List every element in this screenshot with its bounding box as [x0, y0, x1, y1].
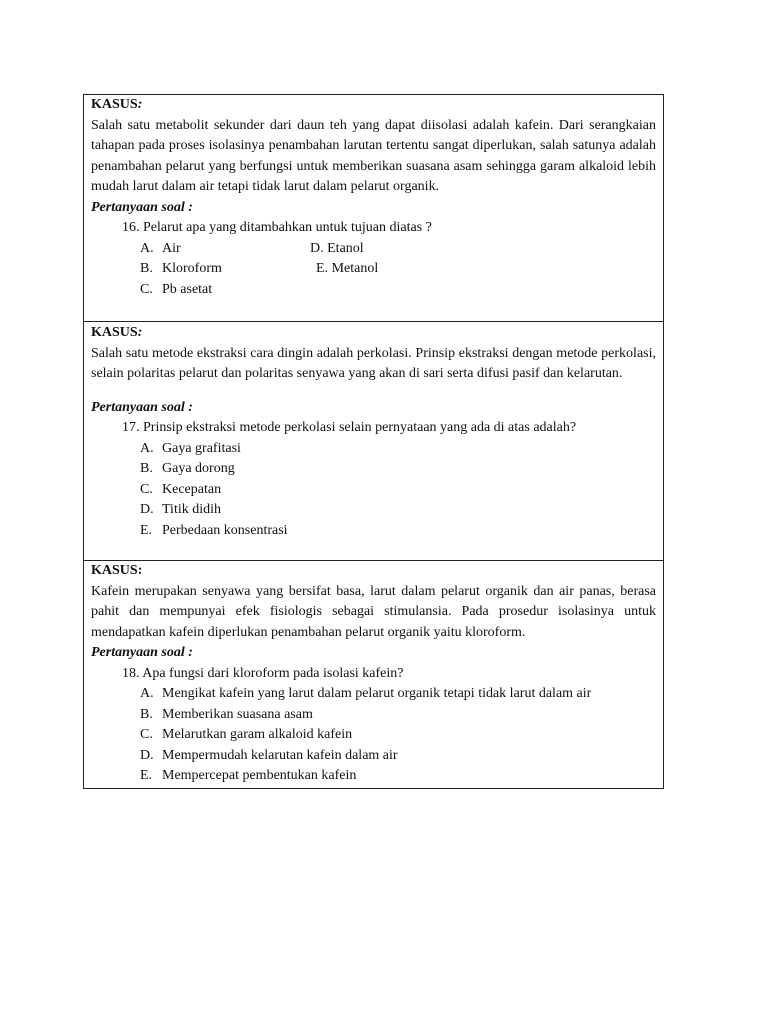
option-d: D. Mempermudah kelarutan kafein dalam air: [140, 747, 398, 763]
option-e: E. Perbedaan konsentrasi: [140, 522, 288, 538]
option-d: D. Etanol: [310, 240, 364, 256]
question-label: Pertanyaan soal :: [91, 399, 193, 415]
case-16: [84, 95, 663, 322]
option-row: [91, 259, 656, 280]
option-b: B. Kloroform: [140, 261, 222, 276]
case-description: Salah satu metabolit sekunder dari daun teh yang dapat diisolasi adalah kafein. Dari serangkaian tahapan pada proses isolasinya penambahan larutan tertentu sangat diperlukan, salah satunya adalah penambahan pelarut yang berfungsi untuk memberikan suasana asam sehingga garam alkaloid lebih mudah larut dalam air tetapi tidak larut dalam pelarut organik.: [91, 117, 656, 194]
option-row: [91, 280, 656, 301]
option-row: [91, 239, 656, 260]
question-label: Pertanyaan soal :: [91, 645, 193, 660]
option-b: B. Gaya dorong: [140, 461, 235, 476]
option-e: E. Metanol: [316, 261, 379, 276]
case-18: [84, 561, 663, 788]
options-16: [91, 239, 656, 301]
options-18: [91, 684, 656, 787]
option-b: B. Memberikan suasana asam: [140, 706, 313, 722]
option-c: C. Melarutkan garam alkaloid kafein: [140, 727, 353, 742]
case-description: Kafein merupakan senyawa yang bersifat basa, larut dalam pelarut organik dan air panas, berasa pahit dan mempunyai efek fisiologis sebagai stimulansia. Pada prosedur isolasinya untuk mendapatkan kafein diperlukan penambahan pelarut organik yaitu kloroform.: [91, 583, 656, 640]
case-heading: KASUS:: [91, 97, 143, 112]
option-e: E. Mempercepat pembentukan kafein: [140, 768, 357, 783]
case-description: Salah satu metode ekstraksi cara dingin adalah perkolasi. Prinsip ekstraksi dengan metode perkolasi, selain polaritas pelarut dan polaritas senyawa yang akan di sari serta difusi pasif dan kelarutan.: [91, 345, 656, 381]
option-c: C. Pb asetat: [140, 281, 213, 297]
option-c: C. Kecepatan: [140, 481, 222, 497]
option-d: D. Titik didih: [140, 502, 222, 517]
case-heading: KASUS:: [91, 563, 143, 578]
case-heading: KASUS:: [91, 325, 143, 340]
option-a: A. Air: [140, 240, 181, 256]
option-a: A. Gaya grafitasi: [140, 440, 241, 456]
question-label: Pertanyaan soal :: [91, 199, 193, 215]
options-17: [91, 439, 656, 542]
question-18: 18. Apa fungsi dari kloroform pada isolasi kafein?: [122, 665, 404, 681]
case-table: [83, 94, 664, 789]
question-17: 17. Prinsip ekstraksi metode perkolasi selain pernyataan yang ada di atas adalah?: [122, 420, 577, 435]
case-17: [84, 322, 663, 561]
question-16: 16. Pelarut apa yang ditambahkan untuk tujuan diatas ?: [122, 220, 432, 235]
spacer: [91, 385, 656, 398]
option-a: A. Mengikat kafein yang larut dalam pelarut organik tetapi tidak larut dalam air: [140, 686, 592, 701]
